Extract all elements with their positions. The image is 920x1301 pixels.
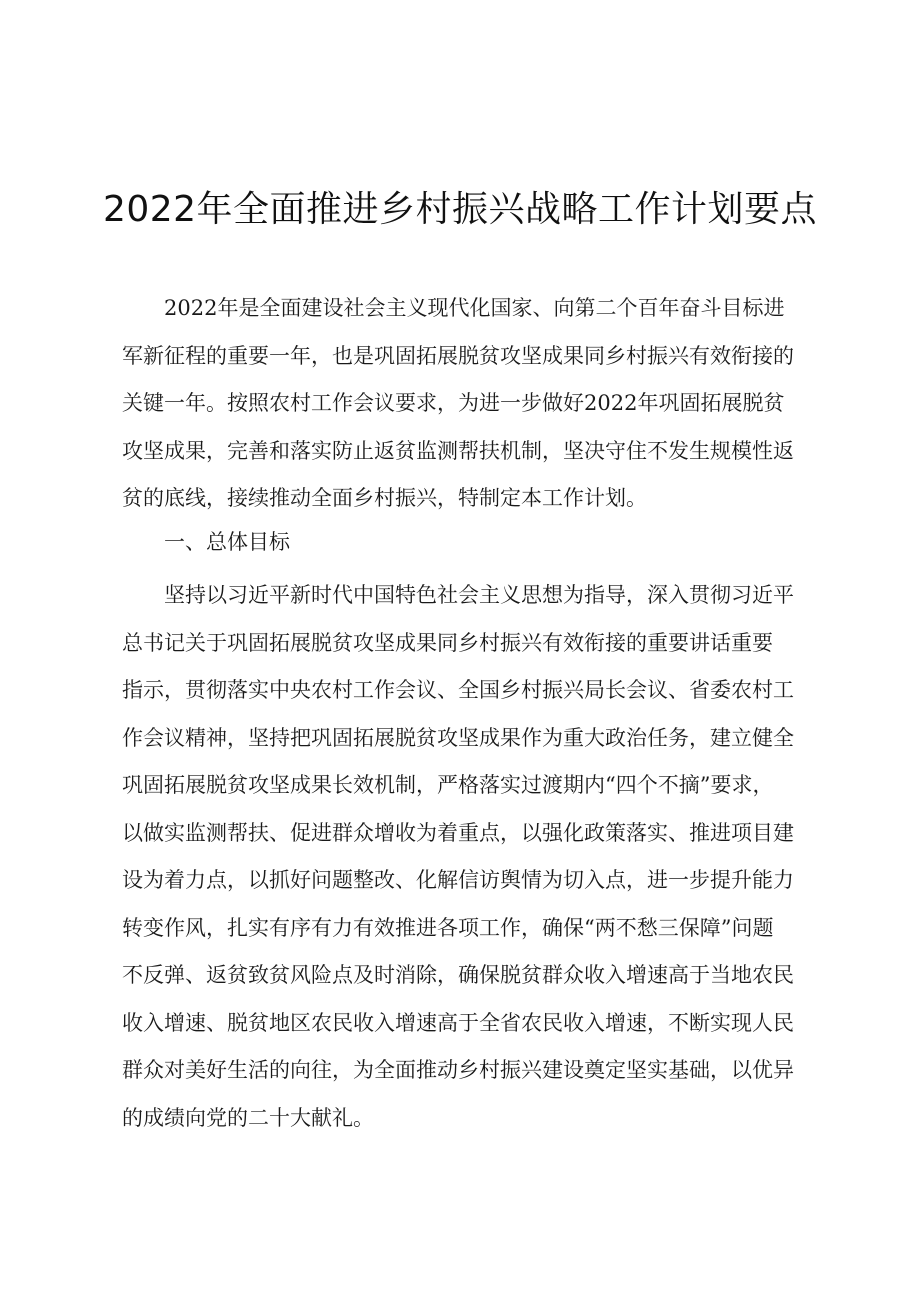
- text-line: 坚持以习近平新时代中国特色社会主义思想为指导，深入贯彻习近平: [122, 583, 794, 607]
- text-line: 以做实监测帮扶、促进群众增收为着重点，以强化政策落实、推进项目建: [122, 820, 794, 845]
- text-line: 指示，贯彻落实中央农村工作会议、全国乡村振兴局长会议、省委农村工: [122, 678, 794, 702]
- text-line: 攻坚成果，完善和落实防止返贫监测帮扶机制，坚决守住不发生规模性返: [122, 438, 794, 463]
- text-line: 不反弹、返贫致贫风险点及时消除，确保脱贫群众收入增速高于当地农民: [122, 963, 794, 987]
- section-heading-text: 一、总体目标: [122, 530, 290, 554]
- goal-paragraph: [122, 572, 816, 1142]
- text-line: 巩固拓展脱贫攻坚成果长效机制，严格落实过渡期内“四个不摘”要求，: [122, 773, 774, 797]
- text-line: 转变作风，扎实有序有力有效推进各项工作，确保“两不愁三保障”问题: [122, 915, 774, 940]
- text-line: 的成绩向党的二十大献礼。: [122, 1105, 374, 1130]
- intro-paragraph: [122, 285, 816, 523]
- text-line: 收入增速、脱贫地区农民收入增速高于全省农民收入增速，不断实现人民: [122, 1010, 794, 1035]
- text-line: 设为着力点，以抓好问题整改、化解信访舆情为切入点，进一步提升能力: [122, 868, 794, 892]
- text-line: 贫的底线，接续推动全面乡村振兴，特制定本工作计划。: [122, 486, 647, 510]
- section-heading: [122, 519, 816, 567]
- text-line: 总书记关于巩固拓展脱贫攻坚成果同乡村振兴有效衔接的重要讲话重要: [122, 630, 773, 655]
- text-line: 2022年是全面建设社会主义现代化国家、向第二个百年奋斗目标进: [122, 296, 785, 320]
- text-line: 作会议精神，坚持把巩固拓展脱贫攻坚成果作为重大政治任务，建立健全: [122, 725, 794, 750]
- text-line: 军新征程的重要一年，也是巩固拓展脱贫攻坚成果同乡村振兴有效衔接的: [122, 343, 794, 368]
- text-line: 关键一年。按照农村工作会议要求，为进一步做好2022年巩固拓展脱贫: [122, 391, 785, 415]
- text-line: 群众对美好生活的向往，为全面推动乡村振兴建设奠定坚实基础，以优异: [122, 1058, 794, 1082]
- document-title: 2022年全面推进乡村振兴战略工作计划要点: [102, 189, 818, 230]
